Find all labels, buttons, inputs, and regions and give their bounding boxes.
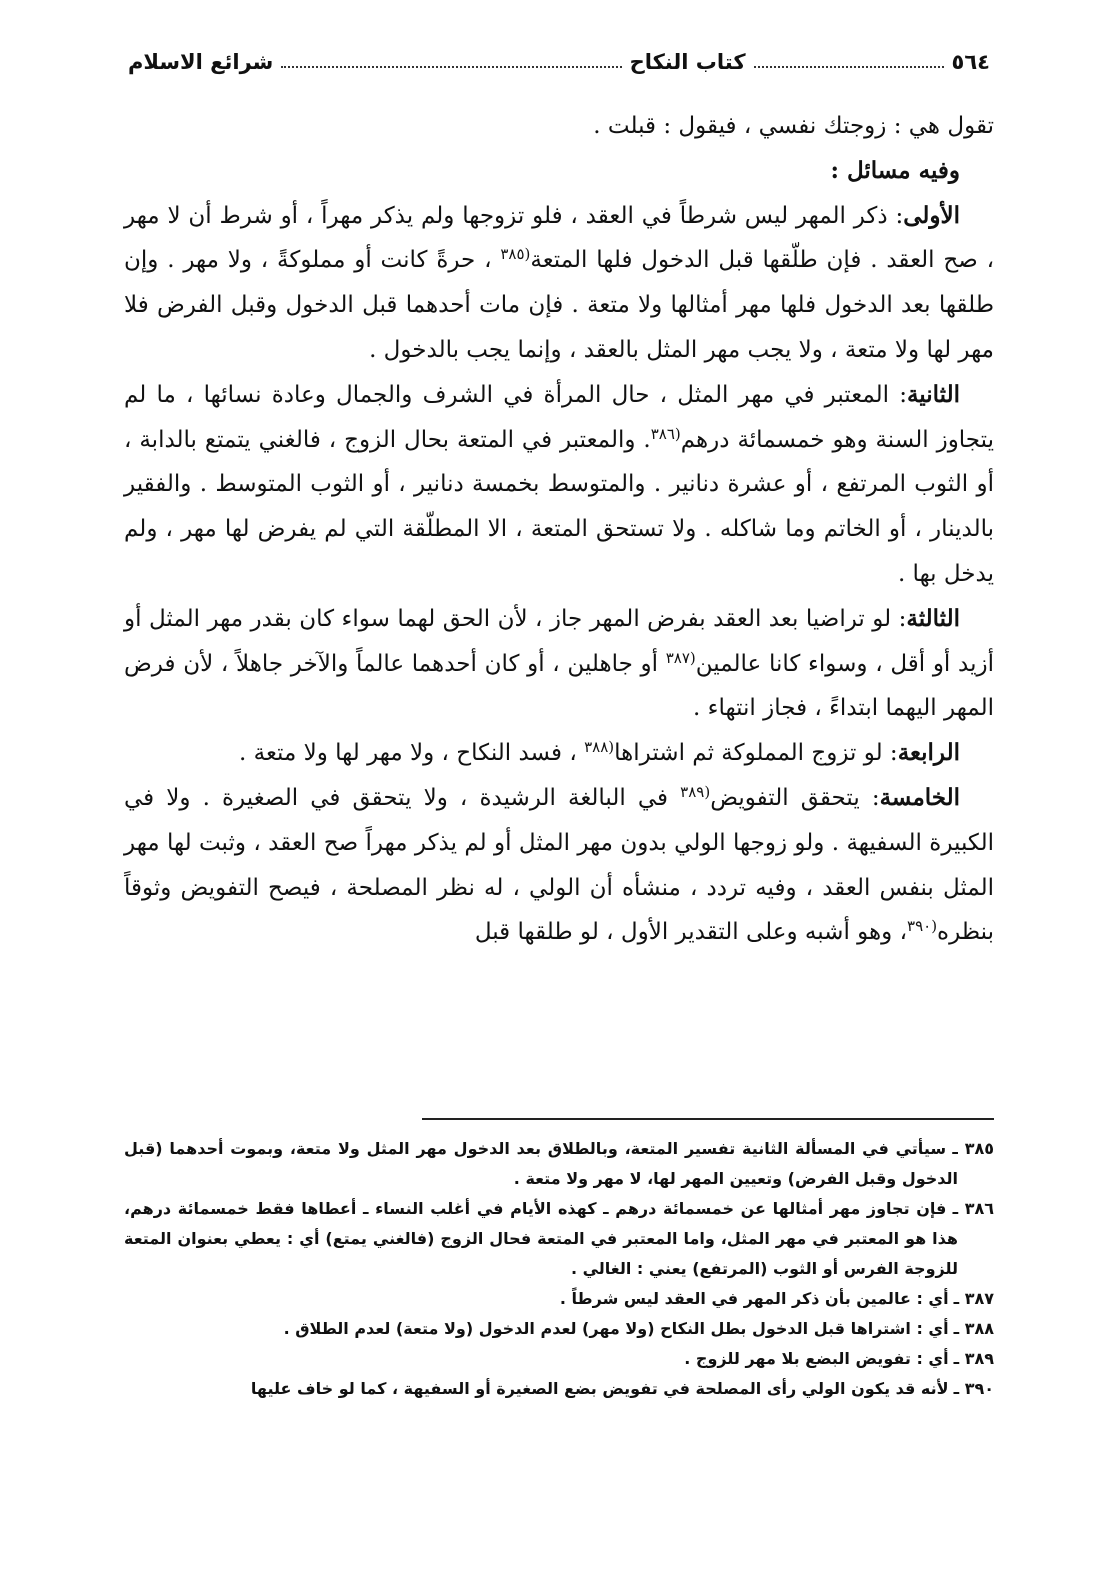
opening-line: تقول هي : زوجتك نفسي ، فيقول : قبلت . bbox=[593, 113, 994, 139]
issue-text: ، فسد النكاح ، ولا مهر لها ولا متعة . bbox=[238, 740, 577, 767]
issue-paragraph bbox=[124, 597, 994, 731]
issue-text: : يتحقق التفويض bbox=[710, 784, 880, 811]
footnote-number: ٣٨٧ ـ bbox=[953, 1289, 994, 1308]
footnote-number: ٣٩٠ ـ bbox=[953, 1379, 994, 1398]
footnote-text: فإن تجاوز مهر أمثالها عن خمسمائة درهم ـ كهذه الأيام في أغلب النساء ـ أعطاها فقط خمسمائة درهم، هذا هو المعتبر في مهر المثل، واما المعتبر في المتعة فحال الزوج (فالغني يمتع) أي : يعطي بعنوان المتعة للزوجة الفرس أو الثوب (المرتفع) يعني : الغالي . bbox=[124, 1199, 958, 1278]
chapter-title: كتاب النكاح bbox=[629, 50, 746, 74]
issue-text: في البالغة الرشيدة ، ولا يتحقق في الصغيرة . ولا في الكبيرة السفيهة . ولو زوجها الولي بدون مهر المثل أو لم يذكر مهراً صح العقد ، وثبت لها مهر المثل بنفس العقد ، وفيه تردد ، منشأه أن الولي ، له نظر المصلحة ، فيصح التفويض وثوقاً بنظره bbox=[124, 784, 994, 946]
footnote-ref[interactable]: (٣٨٧ bbox=[665, 648, 696, 667]
header-dot-leader bbox=[281, 66, 621, 68]
footnote-text: أي : تفويض البضع بلا مهر للزوج . bbox=[684, 1349, 949, 1368]
footnote-number: ٣٨٩ ـ bbox=[953, 1349, 994, 1368]
footnote-ref[interactable]: (٣٨٦ bbox=[650, 424, 681, 443]
issue-text: ، وهو أشبه وعلى التقدير الأول ، لو طلقها قبل bbox=[474, 919, 908, 946]
header-dot-leader bbox=[754, 66, 944, 68]
footnote bbox=[124, 1194, 994, 1284]
issue-text: : لو تزوج المملوكة ثم اشتراها bbox=[614, 740, 898, 767]
footnote-number: ٣٨٥ ـ bbox=[952, 1139, 994, 1158]
issue-text: : لو تراضيا بعد العقد بفرض المهر جاز ، لأن الحق لهما سواء كان بقدر مهر المثل أو أزيد أو أقل ، وسواء كانا عالمين bbox=[124, 605, 994, 677]
footnote-divider bbox=[422, 1118, 994, 1120]
running-header bbox=[128, 42, 990, 82]
footnote-ref[interactable]: (٣٨٥ bbox=[500, 245, 531, 264]
issue-label: الثالثة bbox=[906, 604, 960, 632]
main-text bbox=[124, 104, 994, 955]
footnote-text: لأنه قد يكون الولي رأى المصلحة في تفويض بضع الصغيرة أو السفيهة ، كما لو خاف عليها bbox=[250, 1379, 949, 1398]
issue-label: الأولى bbox=[903, 201, 960, 229]
issue-paragraph bbox=[124, 194, 994, 373]
footnote bbox=[124, 1134, 994, 1194]
footnote bbox=[124, 1284, 994, 1314]
section-heading: وفيه مسائل : bbox=[830, 156, 960, 184]
issue-text: : ذكر المهر ليس شرطاً في العقد ، فلو تزوجها ولم يذكر مهراً ، أو شرط أن لا مهر ، صح العقد . فإن طلّقها قبل الدخول فلها المتعة bbox=[124, 202, 994, 274]
page-number: ٥٦٤ bbox=[951, 50, 990, 74]
footnote bbox=[124, 1344, 994, 1374]
footnote bbox=[124, 1374, 994, 1404]
issue-text: : المعتبر في مهر المثل ، حال المرأة في الشرف والجمال وعادة نسائها ، ما لم يتجاوز السنة وهو خمسمائة درهم bbox=[124, 381, 994, 453]
footnote-text: أي : اشتراها قبل الدخول بطل النكاح (ولا مهر) لعدم الدخول (ولا متعة) لعدم الطلاق . bbox=[283, 1319, 949, 1338]
issue-text: ، حرةً كانت أو مملوكةً ، ولا مهر . وإن طلقها بعد الدخول فلها مهر أمثالها ولا متعة . فإن مات أحدهما قبل الدخول وقبل الفرض فلا مهر لها ولا متعة ، ولا يجب مهر المثل بالعقد ، وإنما يجب بالدخول . bbox=[124, 247, 994, 363]
footnote-ref[interactable]: (٣٨٨ bbox=[584, 738, 615, 757]
issue-text: أو جاهلين ، أو كان أحدهما عالماً والآخر جاهلاً ، لأن فرض المهر اليهما ابتداءً ، فجاز انتهاء . bbox=[124, 650, 994, 722]
issue-label: الخامسة bbox=[879, 783, 961, 811]
issue-paragraph bbox=[124, 373, 994, 597]
issue-text: . والمعتبر في المتعة بحال الزوج ، فالغني يتمتع بالدابة ، أو الثوب المرتفع ، أو عشرة دنانير . والمتوسط بخمسة دنانير ، أو الثوب المتوسط . والفقير بالدينار ، أو الخاتم وما شاكله . ولا تستحق المتعة ، الا المطلّقة التي لم يفرض لها مهر ، ولم يدخل بها . bbox=[124, 426, 994, 587]
footnote bbox=[124, 1314, 994, 1344]
footnotes bbox=[124, 1134, 994, 1404]
issue-paragraph bbox=[124, 776, 994, 955]
footnote-ref[interactable]: (٣٩٠ bbox=[907, 917, 938, 936]
footnote-number: ٣٨٨ ـ bbox=[953, 1319, 994, 1338]
issue-label: الرابعة bbox=[897, 739, 960, 767]
footnote-text: سيأتي في المسألة الثانية تفسير المتعة، وبالطلاق بعد الدخول مهر المثل ولا متعة، وبموت أحدهما (قبل الدخول وقبل الفرض) وتعيين المهر لها، لا مهر ولا متعة . bbox=[124, 1139, 958, 1188]
footnote-ref[interactable]: (٣٨٩ bbox=[680, 782, 711, 801]
book-title: شرائع الاسلام bbox=[128, 50, 274, 74]
issue-label: الثانية bbox=[906, 380, 960, 408]
footnote-number: ٣٨٦ ـ bbox=[952, 1199, 995, 1218]
footnote-text: أي : عالمين بأن ذكر المهر في العقد ليس شرطاً . bbox=[559, 1289, 949, 1308]
issue-paragraph bbox=[124, 731, 994, 776]
